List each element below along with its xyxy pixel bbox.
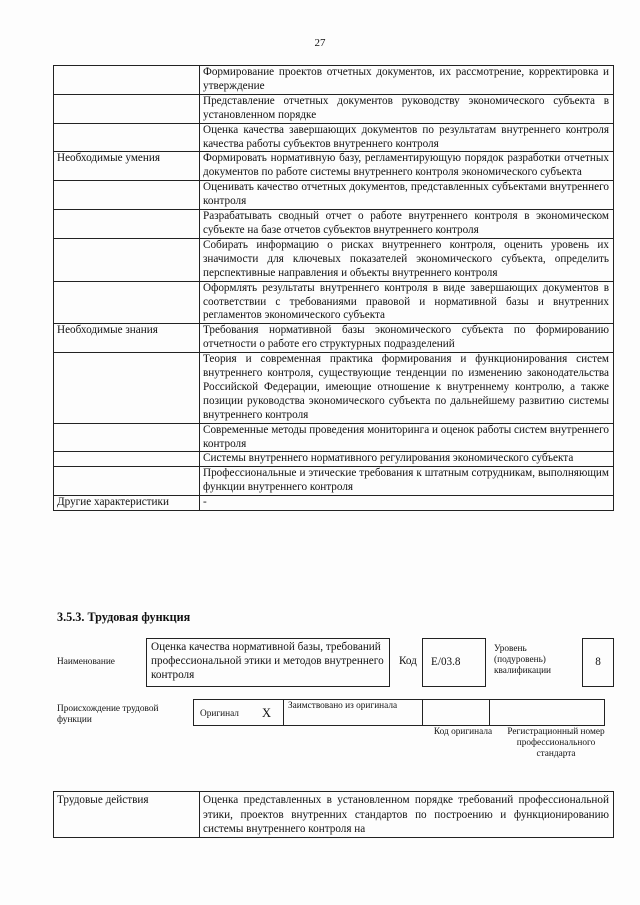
table-row: [54, 792, 614, 838]
labor-actions-table: [53, 791, 614, 838]
row-text: -: [200, 496, 614, 511]
row-text: Профессиональные и этические требования к штатным сотрудникам, выполняющим функции внутреннего контроля: [200, 467, 614, 496]
row-label: [54, 66, 200, 95]
table-row: [54, 281, 614, 324]
reg-number-caption: Регистрационный номер профессионального стандарта: [507, 727, 605, 759]
level-box: [582, 638, 614, 687]
section-title: 3.5.3. Трудовая функция: [57, 610, 191, 624]
origin-table: [193, 699, 605, 726]
borrowed-label: Заимствовано из оригинала: [288, 701, 398, 711]
row-label-skills: Необходимые умения: [54, 152, 200, 181]
table-row: [54, 210, 614, 239]
row-label: [54, 452, 200, 467]
row-label: [54, 238, 200, 281]
row-label: [54, 94, 200, 123]
original-mark: X: [262, 706, 272, 720]
code-original-caption: Код оригинала: [433, 727, 493, 737]
table-row: [54, 123, 614, 152]
row-text: Требования нормативной базы экономического субъекта по формированию отчетности о работе его структурных подразделений: [200, 324, 614, 353]
row-text: Оценка качества завершающих документов по результатам внутреннего контроля качества работы субъектов внутреннего контроля: [200, 123, 614, 152]
row-text: Формировать нормативную базу, регламентирующую порядок разработки отчетных документов по работе системы внутреннего контроля экономического субъекта: [200, 152, 614, 181]
table-row: [54, 467, 614, 496]
row-text: Формирование проектов отчетных документов, их рассмотрение, корректировка и утверждение: [200, 66, 614, 95]
table-row: [54, 66, 614, 95]
row-text: Собирать информацию о рисках внутреннего контроля, оценить уровень их значимости для ключевых показателей экономического субъекта, определить перспективные направления и объекты внутреннего контроля: [200, 238, 614, 281]
code-original-cell: [423, 700, 490, 726]
function-name-box: [146, 638, 390, 687]
table-row: [54, 152, 614, 181]
table-row: [54, 452, 614, 467]
reg-number-cell: [490, 700, 605, 726]
name-label: Наименование: [57, 657, 115, 667]
table-row: [54, 353, 614, 424]
code-value: E/03.8: [431, 656, 461, 668]
competency-table: [53, 65, 614, 511]
row-text: Оформлять результаты внутреннего контроля в виде завершающих документов в соответствии с требованиями правовой и нормативной базы и внутренних регламентов экономического субъекта: [200, 281, 614, 324]
code-box: [422, 638, 486, 687]
table-row: [54, 423, 614, 452]
row-label: [54, 281, 200, 324]
row-text: Разрабатывать сводный отчет о работе внутреннего контроля в экономическом субъекте на базе отчетов субъектов внутреннего контроля: [200, 210, 614, 239]
row-text: Современные методы проведения мониторинга и оценок работы систем внутреннего контроля: [200, 423, 614, 452]
table-row: [54, 496, 614, 511]
origin-label: Происхождение трудовой функции: [57, 704, 159, 725]
row-text: Теория и современная практика формирования и функционирования систем внутреннего контроля, существующие тенденции по изменению законодательства Российской Федерации, имеющие отношение к внутреннему контролю, а также позиции руководства экономического субъекта по дальнейшему развитию системы внутреннего контроля: [200, 353, 614, 424]
page-number: 27: [314, 37, 326, 49]
row-label-actions: Трудовые действия: [54, 792, 200, 838]
level-value: 8: [595, 656, 601, 668]
row-label: [54, 123, 200, 152]
code-label: Код: [399, 655, 417, 667]
row-label: [54, 353, 200, 424]
row-text: Представление отчетных документов руководству экономического субъекта в установленном порядке: [200, 94, 614, 123]
level-label: Уровень (подуровень) квалификации: [494, 644, 552, 676]
row-label-other: Другие характеристики: [54, 496, 200, 511]
row-label-knowledge: Необходимые знания: [54, 324, 200, 353]
row-label: [54, 210, 200, 239]
table-row: [54, 238, 614, 281]
table-row: [54, 324, 614, 353]
row-text: Оценка представленных в установленном порядке требований профессиональной этики, проектов внутренних стандартов по построению и функционированию системы внутреннего контроля на: [200, 792, 614, 838]
table-row: [54, 181, 614, 210]
original-label: Оригинал: [200, 709, 239, 719]
row-label: [54, 467, 200, 496]
row-text: Оценивать качество отчетных документов, представленных субъектами внутреннего контроля: [200, 181, 614, 210]
table-row: [54, 94, 614, 123]
row-text: Системы внутреннего нормативного регулирования экономического субъекта: [200, 452, 614, 467]
row-label: [54, 423, 200, 452]
function-name: Оценка качества нормативной базы, требований профессиональной этики и методов внутреннего контроля: [151, 641, 384, 681]
row-label: [54, 181, 200, 210]
